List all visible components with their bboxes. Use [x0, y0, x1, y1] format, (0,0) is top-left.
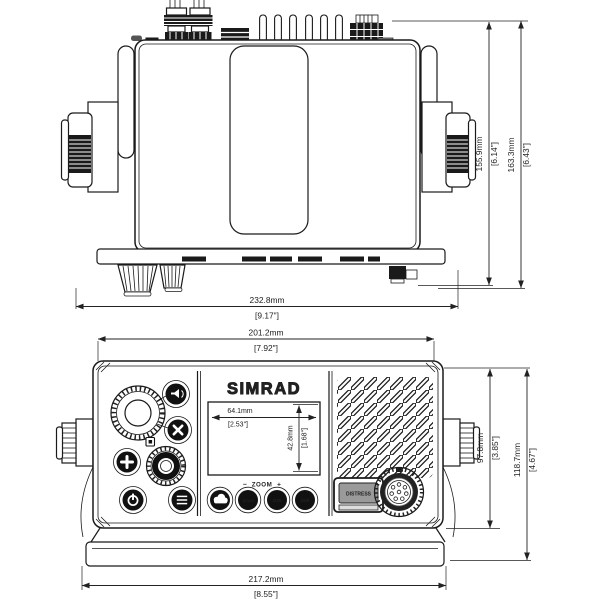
chassis-bump — [131, 36, 142, 42]
exit-button — [165, 417, 192, 444]
dim-front-height-body-inch: [3.85"] — [490, 436, 500, 460]
zoom-minus-label: − — [243, 481, 247, 489]
dim-rear-height-overall-mm: 163.3mm — [506, 137, 516, 173]
menu-button — [169, 487, 196, 514]
dim-screen-width-mm: 64.1mm — [227, 408, 253, 415]
zoom-plus-label: + — [277, 481, 281, 489]
front-view — [57, 361, 480, 566]
front-mount-knob-left — [57, 419, 94, 466]
zoom-label: ZOOM — [251, 481, 273, 489]
mount-knob-left — [62, 102, 119, 192]
ch16-9-softkey-label: 16/9 — [300, 497, 310, 503]
dim-front-height-overall-mm: 118.7mm — [512, 442, 522, 478]
bracket-foot — [389, 266, 417, 283]
dim-width-overall-inch: [9.17"] — [255, 310, 279, 321]
dim-front-width-inch: [8.55"] — [254, 589, 278, 599]
power-button — [120, 487, 147, 514]
dim-screen-width-inch: [2.53"] — [228, 421, 248, 429]
dim-rear-height-overall-inch: [6.43"] — [521, 143, 531, 167]
rear-view — [62, 0, 476, 296]
scan-softkey-label: SCAN — [242, 497, 254, 503]
dim-width-body-inch: [7.92"] — [254, 343, 278, 353]
brand-logo: SIMRAD — [226, 380, 302, 398]
ch16-9-softkey — [292, 487, 318, 513]
keypad-button — [114, 449, 141, 476]
speaker-grille — [337, 377, 433, 478]
preset-icon — [146, 438, 155, 447]
dim-front-height-overall-inch: [4.67"] — [527, 448, 537, 472]
dim-rear-height-body-inch: [6.14"] — [489, 142, 499, 166]
mount-knob-right — [422, 102, 476, 192]
top-of-volume-knob — [118, 265, 157, 296]
bracket-bar — [97, 249, 445, 264]
dim-front-height-body-mm: 97.8mm — [475, 432, 485, 464]
top-of-channel-knob — [160, 265, 185, 292]
dim-front-width-mm: 217.2mm — [248, 574, 284, 584]
tx-power-softkey — [264, 487, 290, 513]
bracket-arm-left — [118, 46, 134, 158]
dim-width-overall-mm: 232.8mm — [249, 295, 285, 305]
wx-softkey — [207, 487, 233, 513]
antenna-cable-icon — [164, 0, 189, 42]
hailer-button — [163, 381, 190, 408]
dim-rear-height-body-mm: 155.9mm — [474, 136, 484, 172]
mic-connector — [375, 467, 424, 517]
dim-screen-height-inch: [1.68"] — [301, 428, 309, 448]
gps-cable-icon — [188, 0, 213, 42]
distress-label: DISTRESS — [345, 491, 372, 498]
dim-width-body-mm: 201.2mm — [248, 327, 284, 338]
dim-screen-height-mm: 42.8mm — [287, 425, 295, 451]
tx-power-softkey-label: 1/25 — [272, 497, 282, 503]
scan-softkey — [235, 487, 261, 513]
rear-center-hump — [230, 46, 308, 234]
